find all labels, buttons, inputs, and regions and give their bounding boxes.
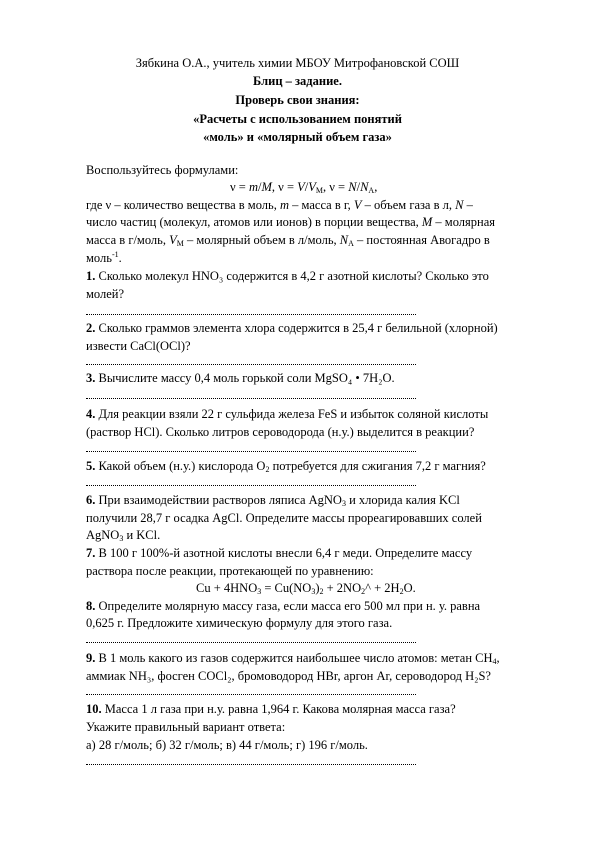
answer-line-4[interactable] xyxy=(86,451,416,453)
question-8-line-2: 0,625 г. Предложите химическую формулу для этого газа. xyxy=(86,616,393,630)
question-10: 10. Масса 1 л газа при н.у. равна 1,964 г. Какова молярная масса газа? xyxy=(86,702,456,716)
question-6-line-2: получили 28,7 г осадка AgCl. Определите массы прореагировавших солей xyxy=(86,511,482,525)
answer-line-5[interactable] xyxy=(86,485,416,487)
question-4-line-2: (раствор HCl). Сколько литров сероводорода (н.у.) выделится в реакции? xyxy=(86,425,475,439)
definitions-line-1: где ν – количество вещества в моль, m – масса в г, V – объем газа в л, N – xyxy=(86,198,473,212)
answer-line-1[interactable] xyxy=(86,314,416,316)
reaction-equation: $Cu + 4HNO_3 = Cu(NO_3)_2$ + $2NO_2\^{} + 2H_2O$. xyxy=(196,581,416,596)
question-8: 8. Определите молярную массу газа, если масса его 500 мл при н. у. равна xyxy=(86,599,481,613)
use-formulas-label: Воспользуйтесь формулами: xyxy=(86,163,239,177)
question-9-line-2: аммиак NH₃, фосген COCl₂, бромоводород HBr, аргон Ar, сероводород H₂S? xyxy=(86,669,491,683)
question-1: 1. Сколько молекул HNO₃ содержится в 4,2 г азотной кислоты? Сколько это xyxy=(86,269,489,283)
answer-line-8[interactable] xyxy=(86,642,416,644)
question-9: 9. В 1 моль какого из газов содержится наибольшее число атомов: метан $CH_4$, xyxy=(86,651,500,666)
definitions-line-4: моль$^{-1}$. xyxy=(86,250,122,265)
question-5: 5. Какой объем (н.у.) кислорода $O_2$ потребуется для сжигания 7,2 г магния? xyxy=(86,459,486,474)
answer-line-10[interactable] xyxy=(86,764,416,766)
title: Блиц – задание. xyxy=(253,74,342,88)
topic-line-2: «моль» и «молярный объем газа» xyxy=(203,130,392,144)
answer-options: а) 28 г/моль; б) 32 г/моль; в) 44 г/моль; г) 196 г/моль. xyxy=(86,738,368,752)
topic-line-1: «Расчеты с использованием понятий xyxy=(193,112,402,126)
question-10-line-2: Укажите правильный вариант ответа: xyxy=(86,720,286,734)
author-line: Зябкина О.А., учитель химии МБОУ Митрофановской СОШ xyxy=(135,56,460,70)
question-3: 3. Вычислите массу 0,4 моль горькой соли MgSO₄ • 7H₂O. xyxy=(86,371,395,385)
question-2-line-2: извести CaCl(OCl)? xyxy=(86,339,191,353)
definitions-line-2: число частиц (молекул, атомов или ионов) в порции вещества, M – молярная xyxy=(86,215,496,229)
answer-line-9[interactable] xyxy=(86,694,416,696)
question-2: 2. Сколько граммов элемента хлора содержится в 25,4 г белильной (хлорной) xyxy=(86,321,498,335)
question-7-line-2: раствора после реакции, протекающей по уравнению: xyxy=(86,564,374,578)
definitions-line-3: масса в г/моль, $V_M$ – молярный объем в л/моль, $N_A$ – постоянная Авогадро в xyxy=(86,233,490,248)
question-4: 4. Для реакции взяли 22 г сульфида железа FeS и избыток соляной кислоты xyxy=(86,407,489,421)
subtitle: Проверь свои знания: xyxy=(235,93,360,107)
question-1-line-2: молей? xyxy=(86,287,125,301)
answer-line-3[interactable] xyxy=(86,398,416,400)
question-7: 7. В 100 г 100%-й азотной кислоты внесли 6,4 г меди. Определите массу xyxy=(86,546,473,560)
question-6: 6. При взаимодействии растворов ляписа AgNO$_3$ и хлорида калия KCl xyxy=(86,493,460,508)
formulas-line: ν = m/M, $\nu = V/V_M$, $\nu = N/N_A$, xyxy=(230,180,378,195)
answer-line-2[interactable] xyxy=(86,364,416,366)
question-6-line-3: AgNO$_3$ и KCl. xyxy=(86,528,161,543)
